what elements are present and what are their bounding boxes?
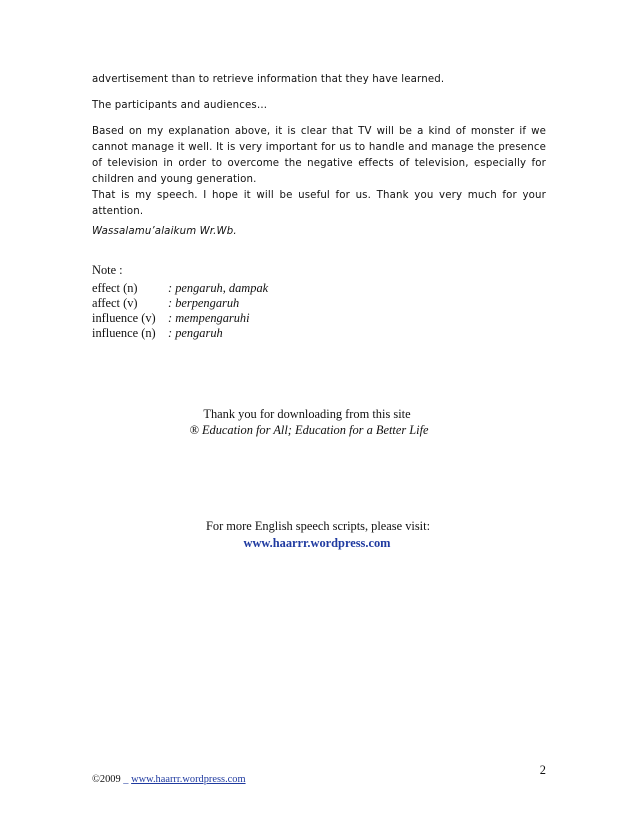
note-definition: : pengaruh <box>168 326 223 340</box>
note-term: influence (v) <box>92 311 156 325</box>
tagline: ® Education for All; Education for a Better Life <box>189 423 429 437</box>
note-heading: Note : <box>92 263 123 277</box>
note-term: influence (n) <box>92 326 156 340</box>
website-link[interactable]: www.haarrr.wordpress.com <box>243 536 391 550</box>
page-number: 2 <box>539 763 546 777</box>
paragraph-explanation: Based on my explanation above, it is clear that TV will be a kind of monster if we cannot manage it well. It is very important for us to handle and manage the presence of television in order to overcome the negative effects of television, especially for children and young generation. <box>92 126 546 185</box>
paragraph-advertisement: advertisement than to retrieve information that they have learned. <box>92 74 445 85</box>
note-term: affect (v) <box>92 296 138 310</box>
note-definition: : berpengaruh <box>168 296 240 310</box>
paragraph-closing: That is my speech. I hope it will be useful for us. Thank you very much for your attention. <box>92 190 546 217</box>
footer-link[interactable]: www.haarrr.wordpress.com <box>131 774 246 785</box>
more-scripts-text: For more English speech scripts, please visit: <box>205 519 431 533</box>
footer-separator: _ <box>123 774 129 785</box>
paragraph-salutation: Wassalamu’alaikum Wr.Wb. <box>92 226 237 237</box>
thanks-line: Thank you for downloading from this site <box>203 407 411 421</box>
footer <box>92 774 246 785</box>
copyright-text: ©2009 <box>92 774 121 785</box>
note-definition: : pengaruh, dampak <box>168 281 269 295</box>
note-definition: : mempengaruhi <box>168 311 250 325</box>
note-term: effect (n) <box>92 281 138 295</box>
paragraph-participants: The participants and audiences… <box>92 100 268 111</box>
